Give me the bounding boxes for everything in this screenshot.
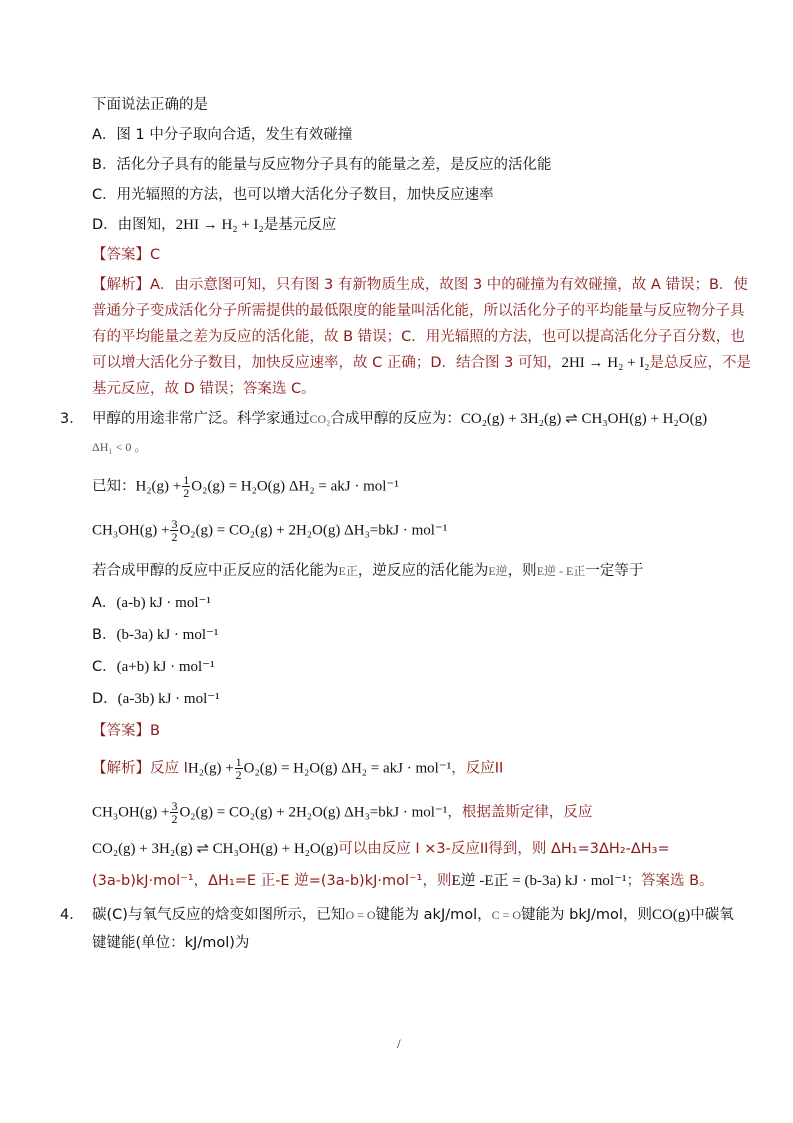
q2-option-b: B．活化分子具有的能量与反应物分子具有的能量之差，是反应的活化能 (92, 157, 552, 173)
q3-known-eq-2-a: CH₃OH(g) + (92, 522, 170, 539)
q3-stem-2-pre: 若合成甲醇的反应中正反应的活化能为 (92, 563, 339, 579)
q4-stem-post: 中碳氧 (690, 907, 734, 923)
q2-option-d-suffix: 是基元反应 (263, 217, 337, 233)
q3-stem-pre: 甲醇的用途非常广泛。科学家通过 (92, 411, 310, 427)
q3-option-a-value: (a-b) kJ · mol⁻¹ (116, 595, 211, 611)
q3-explanation-fraction-three-halves: $\frac{3}{2}$ (171, 799, 178, 826)
q3-explanation-1-pre: 反应 I (150, 760, 188, 777)
q3-explanation-tag: 【解析】 (92, 760, 150, 777)
q2-option-c: C．用光辐照的方法，也可以增大活化分子数目，加快反应速率 (92, 187, 494, 203)
q2-explanation-2: 普通分子变成活化分子所需提供的最低限度的能量叫活化能，所以活化分子的平均能量与反应物分子具 (92, 303, 745, 319)
q4-co-gas: CO(g) (651, 907, 691, 923)
q3-delta-h1: ΔH₁ < 0 。 (92, 440, 147, 454)
q3-fraction-three-halves: $\frac{3}{2}$ (171, 517, 178, 544)
q3-explanation-4-eq: E逆 -E正 = (b-3a) kJ · mol⁻¹ (451, 873, 627, 889)
q2-explanation-4-pre: 可以增大活化分子数目，加快反应速率，故 C 正确；D．结合图 3 可知， (92, 355, 562, 371)
q3-explanation-2 (92, 800, 733, 825)
q4-stem-mid: 键能为 akJ/mol， (375, 907, 492, 923)
q3-fraction-half: $\frac{1}{2}$ (183, 473, 190, 500)
q2-option-d-label: D．由图知， (92, 217, 176, 233)
q3-explanation-3 (92, 838, 733, 860)
q3-stem-2-post: 一定等于 (585, 563, 644, 579)
q3-option-c-value: (a+b) kJ · mol⁻¹ (116, 659, 215, 675)
q4-stem-line-1 (92, 904, 733, 926)
q3-e-forward: E正 (338, 564, 358, 578)
q3-explanation-4-pre: (3a-b)kJ·mol⁻¹，ΔH₁=E 正-E 逆=(3a-b)kJ·mol⁻¹，则 (92, 873, 452, 889)
q3-option-d (92, 688, 733, 710)
q4-stem-line-2: 键键能(单位：kJ/mol)为 (92, 935, 250, 951)
q3-option-d-label: D． (92, 691, 118, 707)
q3-explanation-fraction-half: $\frac{1}{2}$ (235, 755, 242, 782)
q3-co2: CO₂ (309, 412, 331, 426)
q3-explanation-2-post: ，根据盖斯定律，反应 (447, 804, 593, 821)
q3-known-eq-1-a: H₂(g) + (135, 478, 182, 495)
q2-explanation-4-post: 是总反应，不是 (649, 355, 752, 371)
q4-stem-mid2: 键能为 bkJ/mol，则 (521, 907, 652, 923)
q3-answer: 【答案】B (92, 723, 160, 739)
q3-option-c (92, 656, 733, 678)
q2-explanation-4 (92, 352, 752, 374)
q3-explanation-4-post: ；答案选 B。 (626, 873, 714, 889)
q2-explanation-1: 【解析】A．由示意图可知，只有图 3 有新物质生成，故图 3 中的碰撞为有效碰撞，故 A 错误；B．使 (92, 277, 748, 293)
q3-option-a-label: A． (92, 595, 117, 611)
q2-explanation-3: 有的平均能量之差为反应的活化能，故 B 错误；C．用光辐照的方法，也可以提高活化分子百分数，也 (92, 329, 745, 345)
q4-co-bond: C = O (491, 908, 522, 922)
q3-option-a (92, 592, 733, 614)
q2-option-d (92, 214, 733, 236)
q4-number: 4． (60, 907, 84, 923)
q2-answer: 【答案】C (92, 247, 161, 263)
q3-explanation-2-eq-a: CH₃OH(g) + (92, 804, 170, 821)
q4-stem-pre: 碳(C)与氧气反应的焓变如图所示，已知 (92, 907, 346, 923)
q3-explanation-2-eq-b: O₂(g) = CO₂(g) + 2H₂O(g) ΔH₃=bkJ · mol⁻¹ (179, 804, 448, 821)
q3-explanation-1-eq-b: O₂(g) = H₂O(g) ΔH₂ = akJ · mol⁻¹ (243, 760, 452, 777)
q3-explanation-1-eq-a: H₂(g) + (187, 760, 234, 777)
q2-explanation-5: 基元反应，故 D 错误；答案选 C。 (92, 381, 316, 397)
q3-stem-2-mid2: ，则 (507, 563, 537, 579)
q3-option-b-label: B． (92, 627, 117, 643)
q3-explanation-1 (92, 756, 733, 781)
q3-explanation-1-post: ，反应II (451, 760, 504, 777)
q3-main-equation: CO₂(g) + 3H₂(g) ⇌ CH₃OH(g) + H₂O(g) (460, 411, 708, 427)
q2-prompt: 下面说法正确的是 (92, 97, 208, 113)
q3-known-eq-2-b: O₂(g) = CO₂(g) + 2H₂O(g) ΔH₃=bkJ · mol⁻¹ (179, 522, 448, 539)
q3-option-b (92, 624, 733, 646)
q3-known-eq-2 (92, 518, 733, 543)
q3-explanation-3-eq: CO₂(g) + 3H₂(g) ⇌ CH₃OH(g) + H₂O(g) (92, 841, 339, 857)
q3-stem-2-mid: ，逆反应的活化能为 (357, 563, 489, 579)
q3-explanation-3-post: 可以由反应 I ×3-反应II得到，则 ΔH₁=3ΔH₂-ΔH₃= (338, 841, 670, 857)
q3-option-b-value: (b-3a) kJ · mol⁻¹ (116, 627, 219, 643)
q3-stem-line-1 (92, 408, 733, 430)
q3-number: 3． (60, 411, 84, 427)
q3-stem-mid: 合成甲醇的反应为： (330, 411, 461, 427)
q4-oo-bond: O = O (345, 908, 376, 922)
page-number: / (397, 1036, 401, 1051)
q3-e-difference: E逆 - E正 (536, 564, 586, 578)
q3-known-eq-1-b: O₂(g) = H₂O(g) ΔH₂ = akJ · mol⁻¹ (191, 478, 399, 495)
q2-explanation-4-equation: 2HI → H₂ + I₂ (561, 355, 650, 371)
q3-known-label: 已知： (92, 478, 136, 495)
q3-e-reverse: E逆 (488, 564, 508, 578)
q3-explanation-4 (92, 870, 733, 892)
q3-option-d-value: (a-3b) kJ · mol⁻¹ (117, 691, 220, 707)
q2-option-d-equation: 2HI → H₂ + I₂ (175, 217, 264, 233)
q2-option-a: A．图 1 中分子取向合适，发生有效碰撞 (92, 127, 353, 143)
q3-option-c-label: C． (92, 659, 117, 675)
q3-stem-line-2 (92, 560, 733, 582)
q3-known-eq-1 (92, 474, 733, 499)
